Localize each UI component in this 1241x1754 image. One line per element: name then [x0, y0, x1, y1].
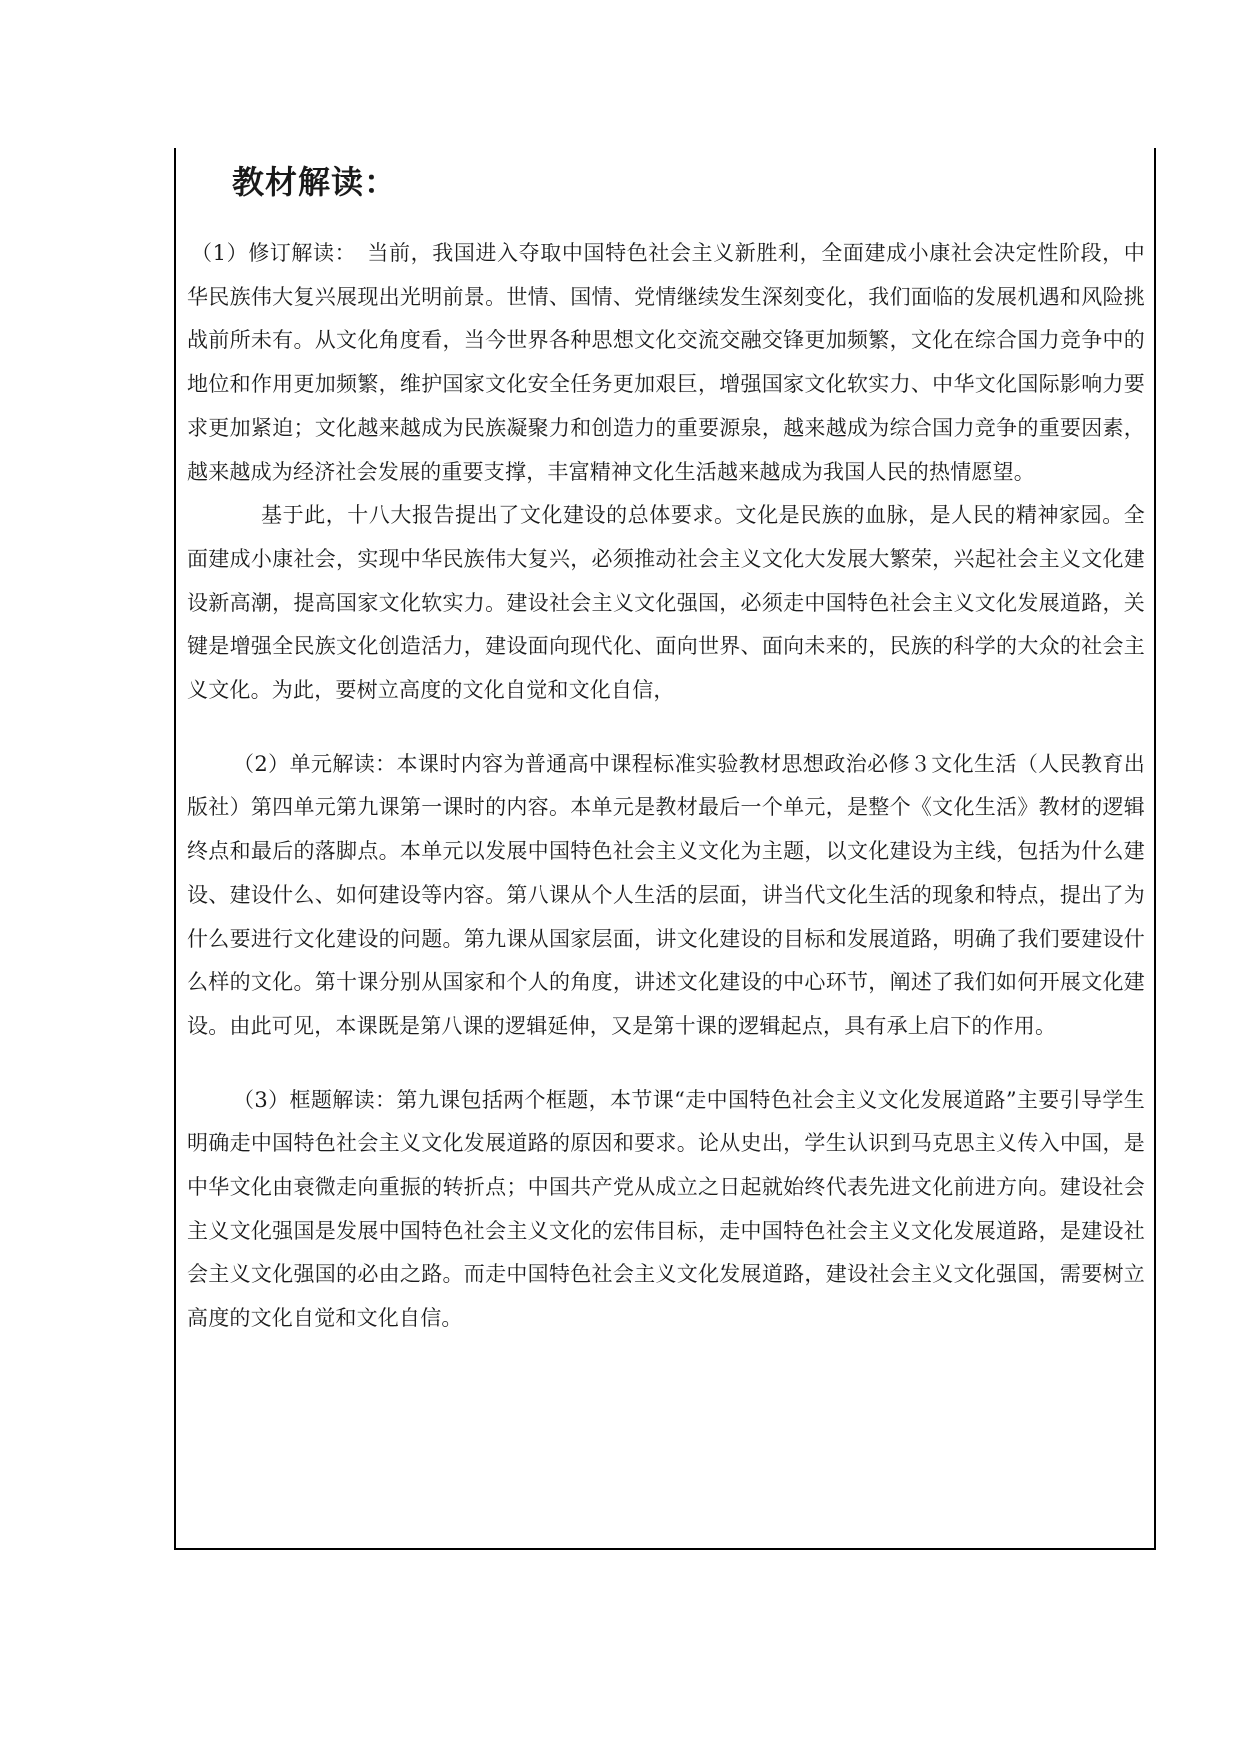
- paragraph-unit-reading: （2）单元解读：本课时内容为普通高中课程标准实验教材思想政治必修３文化生活（人民教育出版社）第四单元第九课第一课时的内容。本单元是教材最后一个单元，是整个《文化生活》教材的逻辑终点和最后的落脚点。本单元以发展中国特色社会主义文化为主题，以文化建设为主线，包括为什么建设、建设什么、如何建设等内容。第八课从个人生活的层面，讲当代文化生活的现象和特点，提出了为什么要进行文化建设的问题。第九课从国家层面，讲文化建设的目标和发展道路，明确了我们要建设什么样的文化。第十课分别从国家和个人的角度，讲述文化建设的中心环节，阐述了我们如何开展文化建设。由此可见，本课既是第八课的逻辑延伸，又是第十课的逻辑起点，具有承上启下的作用。: [187, 751, 1145, 1038]
- paragraph-topic-reading: （3）框题解读：第九课包括两个框题，本节课“走中国特色社会主义文化发展道路”主要引导学生明确走中国特色社会主义文化发展道路的原因和要求。论从史出，学生认识到马克思主义传入中国，是中华文化由衰微走向重振的转折点；中国共产党从成立之日起就始终代表先进文化前进方向。建设社会主义文化强国是发展中国特色社会主义文化的宏伟目标，走中国特色社会主义文化发展道路，是建设社会主义文化强国的必由之路。而走中国特色社会主义文化发展道路，建设社会主义文化强国，需要树立高度的文化自觉和文化自信。: [187, 1087, 1145, 1331]
- paragraph-gap: [187, 713, 1145, 743]
- section-heading: 教材解读：: [232, 163, 398, 201]
- paragraph-gap: [187, 1049, 1145, 1079]
- body-text: [187, 232, 1145, 1341]
- paragraph-revision-reading: （1）修订解读： 当前，我国进入夺取中国特色社会主义新胜利，全面建成小康社会决定性阶段，中华民族伟大复兴展现出光明前景。世情、国情、党情继续发生深刻变化，我们面临的发展机遇和风险挑战前所未有。从文化角度看，当今世界各种思想文化交流交融交锋更加频繁，文化在综合国力竞争中的地位和作用更加频繁，维护国家文化安全任务更加艰巨，增强国家文化软实力、中华文化国际影响力要求更加紧迫；文化越来越成为民族凝聚力和创造力的重要源泉，越来越成为综合国力竞争的重要因素，越来越成为经济社会发展的重要支撑，丰富精神文化生活越来越成为我国人民的热情愿望。: [187, 241, 1145, 484]
- paragraph-background: 基于此，十八大报告提出了文化建设的总体要求。文化是民族的血脉，是人民的精神家园。全面建成小康社会，实现中华民族伟大复兴，必须推动社会主义文化大发展大繁荣，兴起社会主义文化建设新高潮，提高国家文化软实力。建设社会主义文化强国，必须走中国特色社会主义文化发展道路，关键是增强全民族文化创造活力，建设面向现代化、面向世界、面向未来的，民族的科学的大众的社会主义文化。为此，要树立高度的文化自觉和文化自信，: [187, 503, 1145, 703]
